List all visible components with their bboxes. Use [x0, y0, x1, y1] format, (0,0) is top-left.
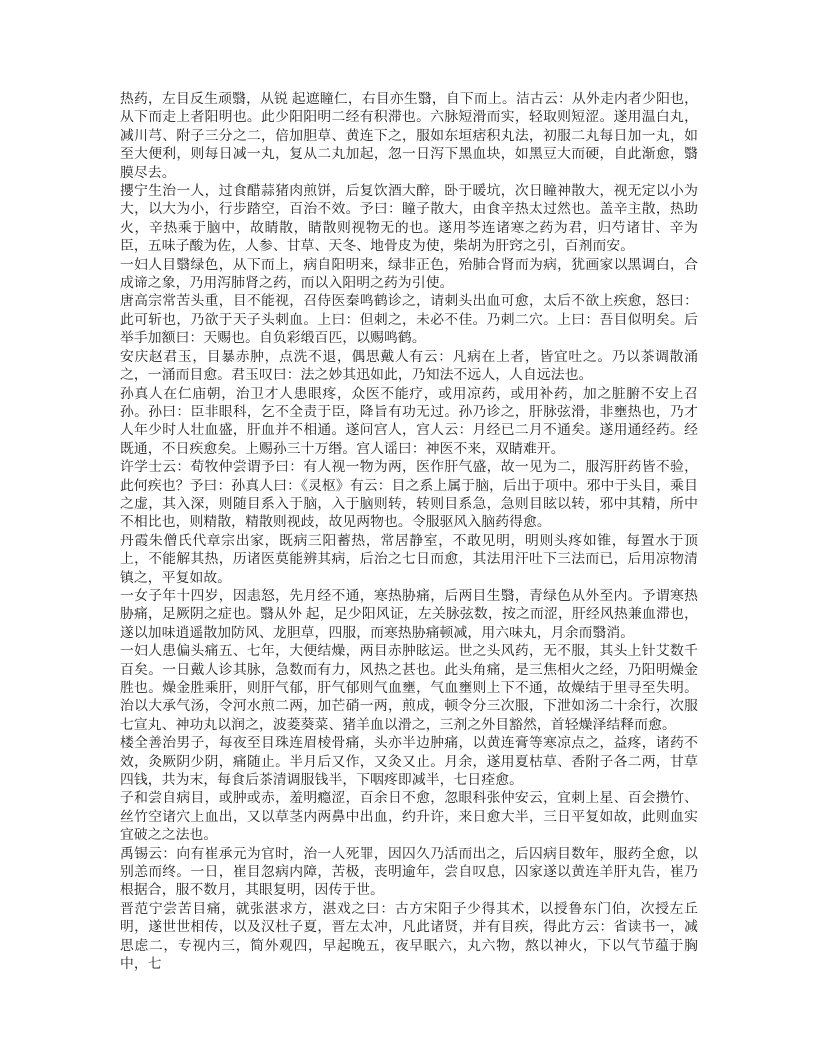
case-paragraph-4: 唐高宗常苦头重，目不能视，召侍医秦鸣鹤诊之，请刺头出血可愈，太后不欲上疾愈，怒曰：此可斩也，乃欲于天子头刺血。上曰：但刺之，未必不佳。乃刺二穴。上曰：吾目似明矣。后举手加额曰：天赐也。自负彩缎百匹，以赐鸣鹤。: [120, 293, 698, 346]
case-paragraph-3: 一妇人目翳绿色，从下而上，病自阳明来，绿非正色，殆肺合肾而为病，犹画家以黑调白，合成谛之象，乃用泻肺肾之药，而以入阳明之药为引使。: [120, 256, 698, 291]
case-paragraph-9: 一女子年十四岁，因恚怒，先月经不通，寒热胁痛，后两目生翳，青绿色从外至内。予谓寒热胁痛，足厥阴之症也。翳从外 起，足少阳风证，左关脉弦数，按之而涩，肝经风热兼血滞也，遂以加味逍遥散加防风、龙胆草，四服，而寒热胁痛顿减，用六味丸，月余而翳消。: [120, 587, 698, 640]
case-paragraph-11: 楼全善治男子，每夜至目珠连眉棱骨痛，头亦半边肿痛，以黄连膏等寒凉点之，益疼，诸药不效，灸厥阴少阴，痛随止。半月后又作，又灸又止。月余，遂用夏枯草、香附子各二两，甘草四钱，共为末，每食后茶清调服钱半，下咽疼即减半，七日痊愈。: [120, 735, 698, 788]
case-paragraph-6: 孙真人在仁庙朝，治卫才人患眼疼，众医不能疗，或用凉药，或用补药，加之脏腑不安上召孙。孙曰：臣非眼科，乞不全责于臣，降旨有功无过。孙乃诊之，肝脉弦滑，非壅热也，乃才人年少时人壮血盛，肝血并不相通。遂问宫人，宫人云：月经已二月不通矣。遂用通经药。经既通，不日疾愈矣。上赐孙三十万缗。宫人谣曰：神医不来，双睛难开。: [120, 385, 698, 456]
case-paragraph-2: 攖宁生治一人，过食醋蒜猪肉煎饼，后复饮酒大醉，卧于暖坑，次日瞳神散大，视无定以小为大，以大为小，行步踏空，百治不效。予曰：瞳子散大，由食辛热太过然也。盖辛主散，热助火，辛热乘于脑中，故睛散，睛散则视物无的也。遂用芩连诸寒之药为君，归芍诸甘、辛为臣，五味子酸为佐，人参、甘草、天冬、地骨皮为使，柴胡为肝窍之引，百剂而安。: [120, 183, 698, 254]
case-paragraph-14: 晋范宁尝苦目痛，就张湛求方，湛戏之曰：古方宋阳子少得其术，以授鲁东门伯，次授左丘明，遂世世相传，以及汉杜子夏，晋左太冲，凡此诸贤，并有目疾，得此方云：省读书一，减思虑二，专视内三，简外观四，早起晚五，夜早眠六，丸六物，熬以神火，下以气节蕴于胸中，七: [120, 900, 698, 972]
case-paragraph-1: 热药，左目反生顽翳，从锐 起遮瞳仁，右目亦生翳，自下而上。洁古云：从外走内者少阳也，从下而走上者阳明也。此少阳阳明二经有积滞也。六脉短滑而实，轻取则短涩。遂用温白丸，减川芎、附子三分之二，倍加胆草、黄连下之，服如东垣痞积丸法，初服二丸每日加一丸，如至大便利，则每日减一丸，复从二丸加起，忽一日泻下黑血块，如黑豆大而硬，自此渐愈，翳膜尽去。: [120, 91, 698, 180]
case-paragraph-13: 禹锡云：向有崔承元为官时，治一人死罪，因囚久乃活而出之，后囚病目数年，服药全愈，以别恙而终。一日，崔目忽病内障，苦极，丧明逾年，尝自叹息，囚家遂以黄连羊肝丸告，崔乃根据合，服不数月，其眼复明，因传于世。: [120, 845, 698, 898]
case-paragraph-12: 子和尝自病目，或肿或赤，羞明瘾涩，百余日不愈，忽眼科张仲安云，宜刺上星、百会攒竹、丝竹空诸穴上血出，又以草茎内两鼻中出血，约升许，来日愈大半，三日平复如故，此则血实宜破之之法也。: [120, 790, 698, 843]
case-paragraph-8: 丹霞朱僧氏代章宗出家，既病三阳蓄热，常居静室，不敢见明，明则头疼如锥，每置水于顶上，不能解其热，历诸医莫能辨其病，后治之七日而愈，其法用汗吐下三法而已，后用凉物清镇之，平复如故。: [120, 532, 698, 585]
text-block: [120, 90, 698, 974]
case-paragraph-7: 许学士云：荀牧仲尝谓予曰：有人视一物为两，医作肝气盛，故一见为二，服泻肝药皆不验，此何疾也？予曰：孙真人曰：《灵枢》有云：目之系上属于脑，后出于项中。邪中于头目，乘目之虚，其入深，则随目系入于脑，入于脑则转，转则目系急，急则目眩以转，邪中其精，所中不相比也，则精散，精散则视歧，故见两物也。令服驱风入脑药得愈。: [120, 459, 698, 530]
case-paragraph-10: 一妇人患偏头痛五、七年，大便结燥，两目赤肿眩运。世之头风药，无不服，其头上针艾数千百矣。一日戴人诊其脉，急数而有力，风热之甚也。此头角痛，是三焦相火之经，乃阳明燥金胜也。燥金胜乘肝，则肝气郁，肝气郁则气血壅，气血壅则上下不通，故燥结于里寻至失明。治以大承气汤，令河水煎二两，加芒硝一两，煎成，顿令分三次服，下泄如汤二十余行，次服七宣丸、神功丸以润之，波菱葵菜、猪羊血以滑之，三剂之外目豁然，首轻燥泽结释而愈。: [120, 643, 698, 732]
case-paragraph-5: 安庆赵君玉，目暴赤肿，点洗不退，偶思戴人有云：凡病在上者，皆宜吐之。乃以茶调散涌之，一涌而目愈。君玉叹曰：法之妙其迅如此，乃知法不远人，人自远法也。: [120, 348, 698, 383]
